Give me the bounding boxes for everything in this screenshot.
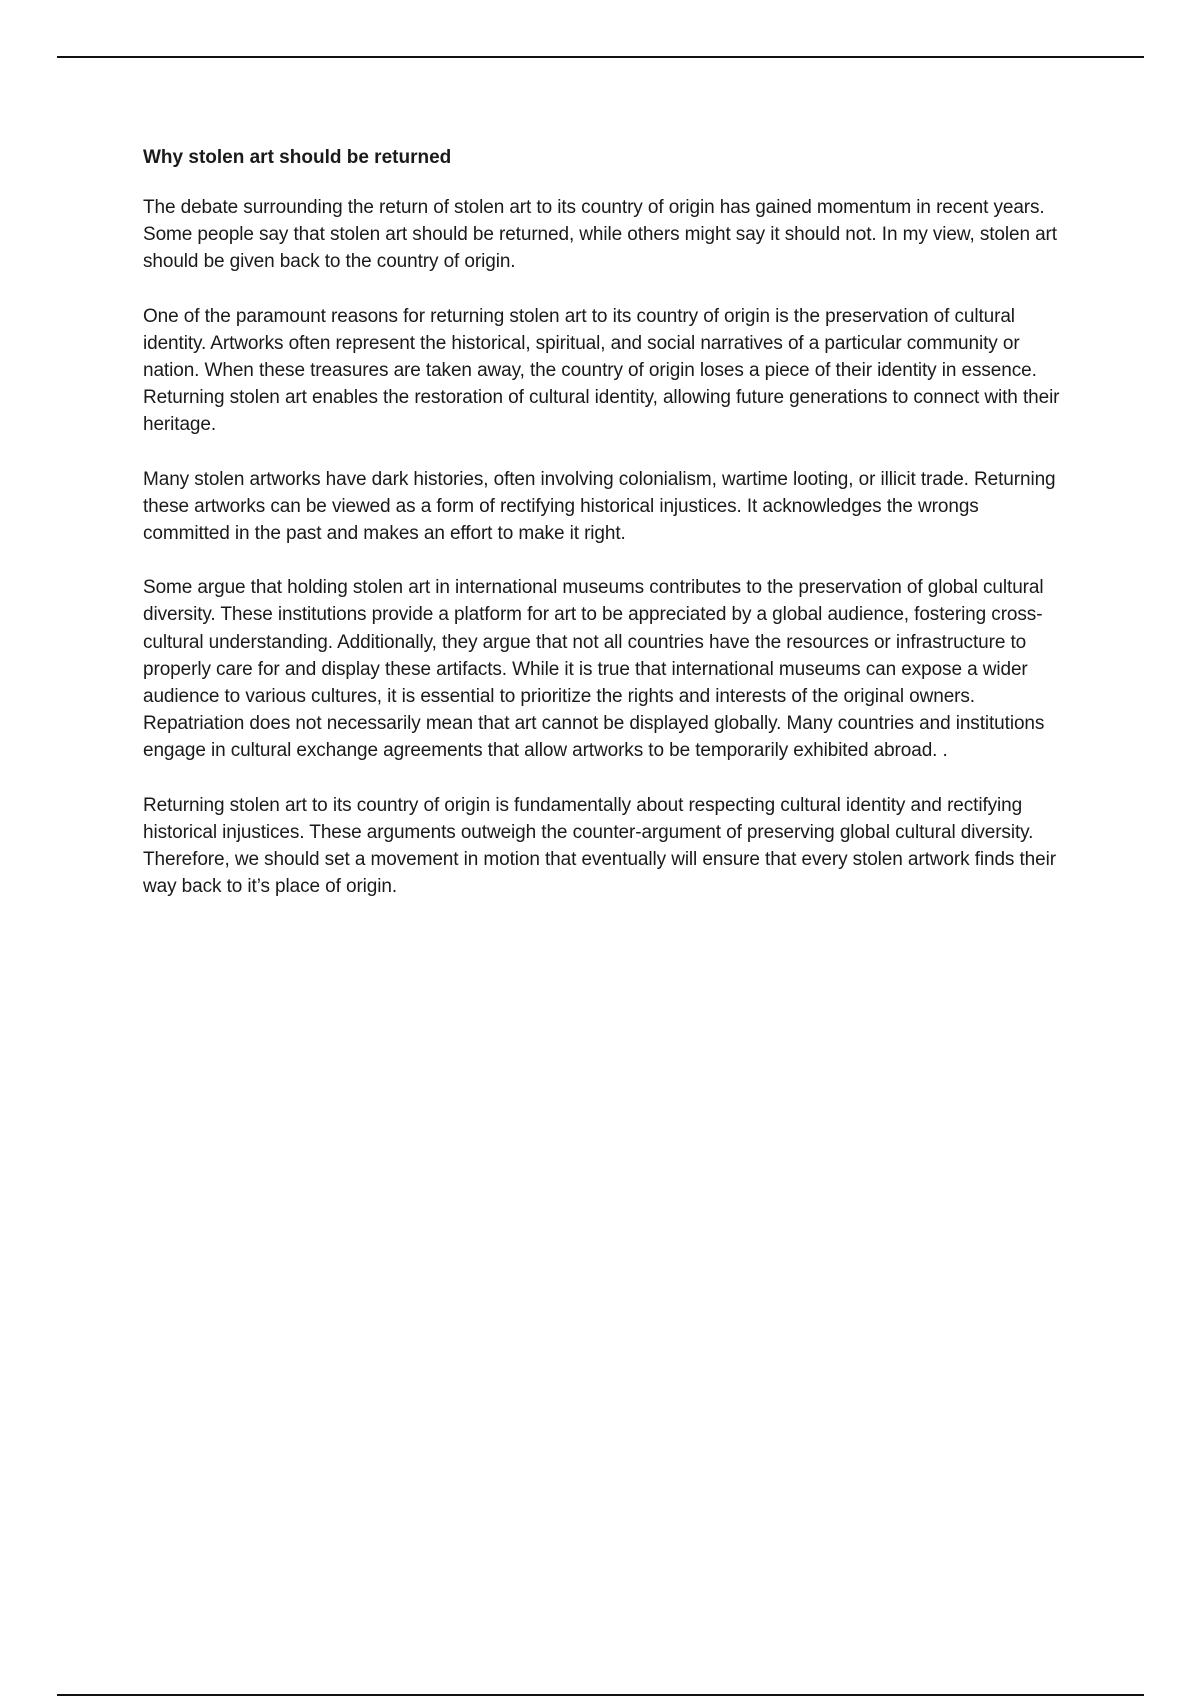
paragraph-historical-injustice: Many stolen artworks have dark histories, often involving colonialism, wartime looting, or illicit trade. Returning these artworks can be viewed as a form of rectifying historical injustices. It acknowledges the wrongs committed in the past and makes an effort to make it right. (143, 468, 1056, 545)
document-body (143, 144, 1063, 927)
paragraph-introduction: The debate surrounding the return of stolen art to its country of origin has gained momentum in recent years. Some people say that stolen art should be returned, while others might say it should not. In my view, stolen art should be given back to the country of origin. (143, 197, 1057, 273)
footer-rule (57, 1694, 1144, 1696)
paragraph-counter-argument: Some argue that holding stolen art in international museums contributes to the preservation of global cultural diversity. These institutions provide a platform for art to be appreciated by a global audience, fostering cross-cultural understanding. Additionally, they argue that not all countries have the resources or infrastructure to properly care for and display these artifacts. While it is true that international museums can expose a wider audience to various cultures, it is essential to prioritize the rights and interests of the original owners. Repatriation does not necessarily mean that art cannot be displayed globally. Many countries and institutions engage in cultural exchange agreements that allow artworks to be temporarily exhibited abroad. . (143, 577, 1045, 762)
header-rule (57, 56, 1144, 58)
paragraph-conclusion: Returning stolen art to its country of origin is fundamentally about respecting cultural identity and rectifying historical injustices. These arguments outweigh the counter-argument of preserving global cultural diversity. Therefore, we should set a movement in motion that eventually will ensure that every stolen artwork finds their way back to it’s place of origin. (143, 794, 1056, 898)
paragraph-cultural-identity: One of the paramount reasons for returning stolen art to its country of origin is the preservation of cultural identity. Artworks often represent the historical, spiritual, and social narratives of a particular community or nation. When these treasures are taken away, the country of origin loses a piece of their identity in essence. Returning stolen art enables the restoration of cultural identity, allowing future generations to connect with their heritage. (143, 305, 1060, 436)
document-title: Why stolen art should be returned (143, 147, 452, 168)
